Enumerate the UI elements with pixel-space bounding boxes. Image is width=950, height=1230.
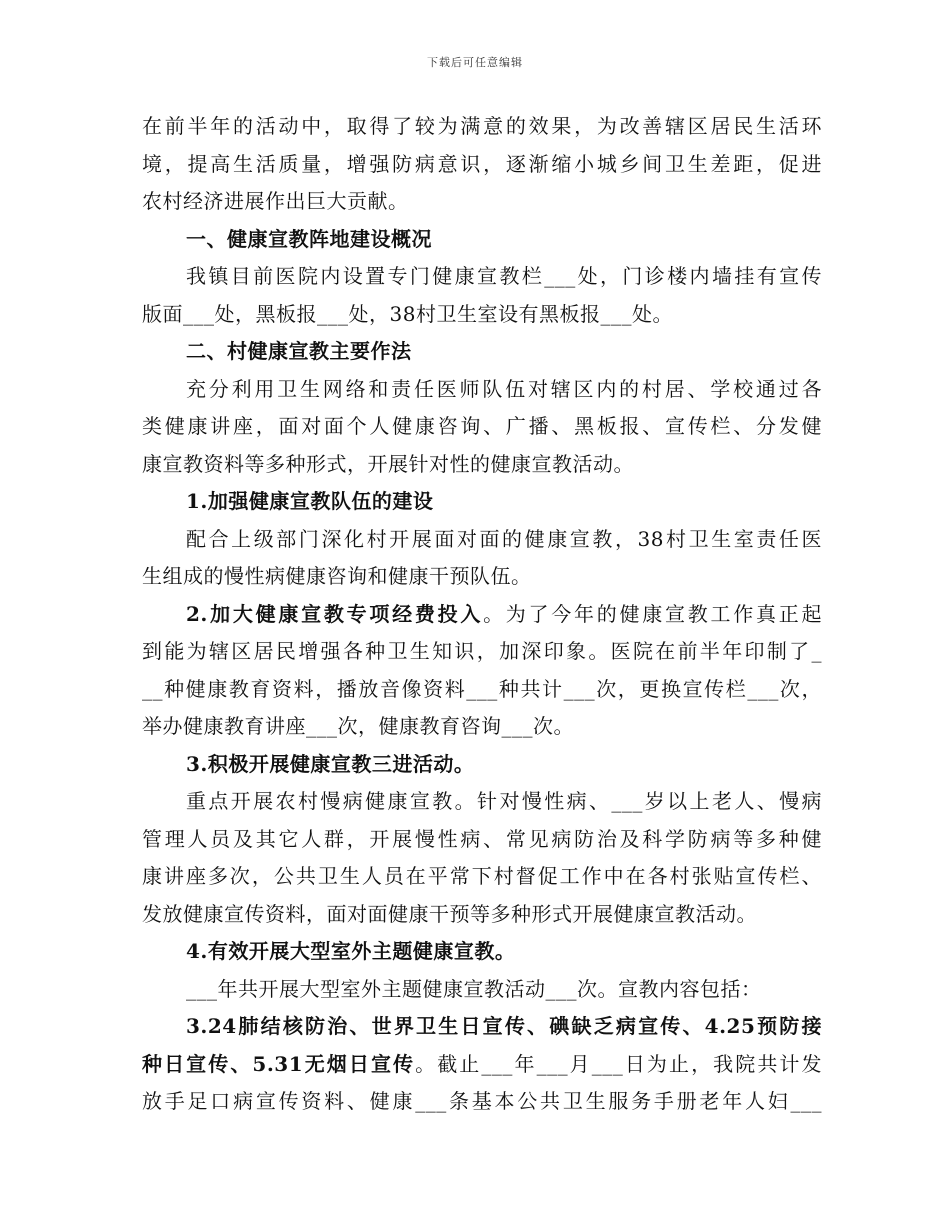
- paragraph-line: 类健康讲座，面对面个人健康咨询、广播、黑板报、宣传栏、分发健: [142, 414, 822, 438]
- paragraph-line: 3.24肺结核防治、世界卫生日宣传、碘缺乏病宣传、4.25预防接: [186, 1014, 822, 1038]
- paragraph-line: __种健康教育资料，播放音像资料___种共计___次，更换宣传栏___次，: [142, 676, 822, 701]
- page-header: 下载后可任意编辑: [427, 56, 523, 69]
- paragraph-line: 农村经济进展作出巨大贡献。: [142, 189, 409, 213]
- emphasis-text: 种日宣传、5.31无烟日宣传: [142, 1051, 416, 1076]
- section-heading: 二、村健康宣教主要作法: [186, 339, 412, 363]
- paragraph-line: 充分利用卫生网络和责任医师队伍对辖区内的村居、学校通过各: [186, 376, 822, 401]
- paragraph-line: 康讲座多次，公共卫生人员在平常下村督促工作中在各村张贴宣传栏、: [142, 864, 822, 888]
- subsection-heading: 4.有效开展大型室外主题健康宣教。: [186, 939, 516, 963]
- paragraph-line: ___年共开展大型室外主题健康宣教活动___次。宣教内容包括：: [186, 976, 762, 1001]
- paragraph-line: 境，提高生活质量，增强防病意识，逐渐缩小城乡间卫生差距，促进: [142, 151, 822, 176]
- paragraph-line: 到能为辖区居民增强各种卫生知识，加深印象。医院在前半年印制了_: [142, 639, 822, 663]
- paragraph-line: 版面___处，黑板报___处，38村卫生室设有黑板报___处。: [142, 301, 673, 326]
- paragraph-text: 。为了今年的健康宣教工作真正起: [483, 601, 822, 626]
- paragraph-line: [142, 1046, 822, 1084]
- paragraph-line: 生组成的慢性病健康咨询和健康干预队伍。: [142, 564, 532, 588]
- paragraph-line: 重点开展农村慢病健康宣教。针对慢性病、___岁以上老人、慢病: [186, 789, 822, 813]
- subsection-heading: 3.积极开展健康宣教三进活动。: [186, 751, 475, 776]
- subsection-heading: 2.加大健康宣教专项经费投入: [186, 601, 484, 626]
- paragraph-text: 。截止___年___月___日为止，我院共计发: [415, 1051, 822, 1076]
- document-body: [142, 108, 822, 1121]
- paragraph-line: 在前半年的活动中，取得了较为满意的效果，为改善辖区居民生活环: [142, 114, 822, 138]
- paragraph-line: 管理人员及其它人群，开展慢性病、常见病防治及科学防病等多种健: [142, 826, 822, 851]
- paragraph-line: 放手足口病宣传资料、健康___条基本公共卫生服务手册老年人妇___: [142, 1089, 822, 1113]
- paragraph-line: [142, 596, 822, 634]
- section-heading: 一、健康宣教阵地建设概况: [186, 226, 432, 251]
- paragraph-line: 发放健康宣传资料，面对面健康干预等多种形式开展健康宣教活动。: [142, 901, 757, 926]
- paragraph-line: 配合上级部门深化村开展面对面的健康宣教，38村卫生室责任医: [186, 526, 822, 551]
- paragraph-line: 举办健康教育讲座___次，健康教育咨询___次。: [142, 714, 574, 738]
- paragraph-line: 康宣教资料等多种形式，开展针对性的健康宣教活动。: [142, 451, 634, 476]
- paragraph-line: 我镇目前医院内设置专门健康宣教栏___处，门诊楼内墙挂有宣传: [186, 264, 822, 288]
- subsection-heading: 1.加强健康宣教队伍的建设: [186, 489, 434, 513]
